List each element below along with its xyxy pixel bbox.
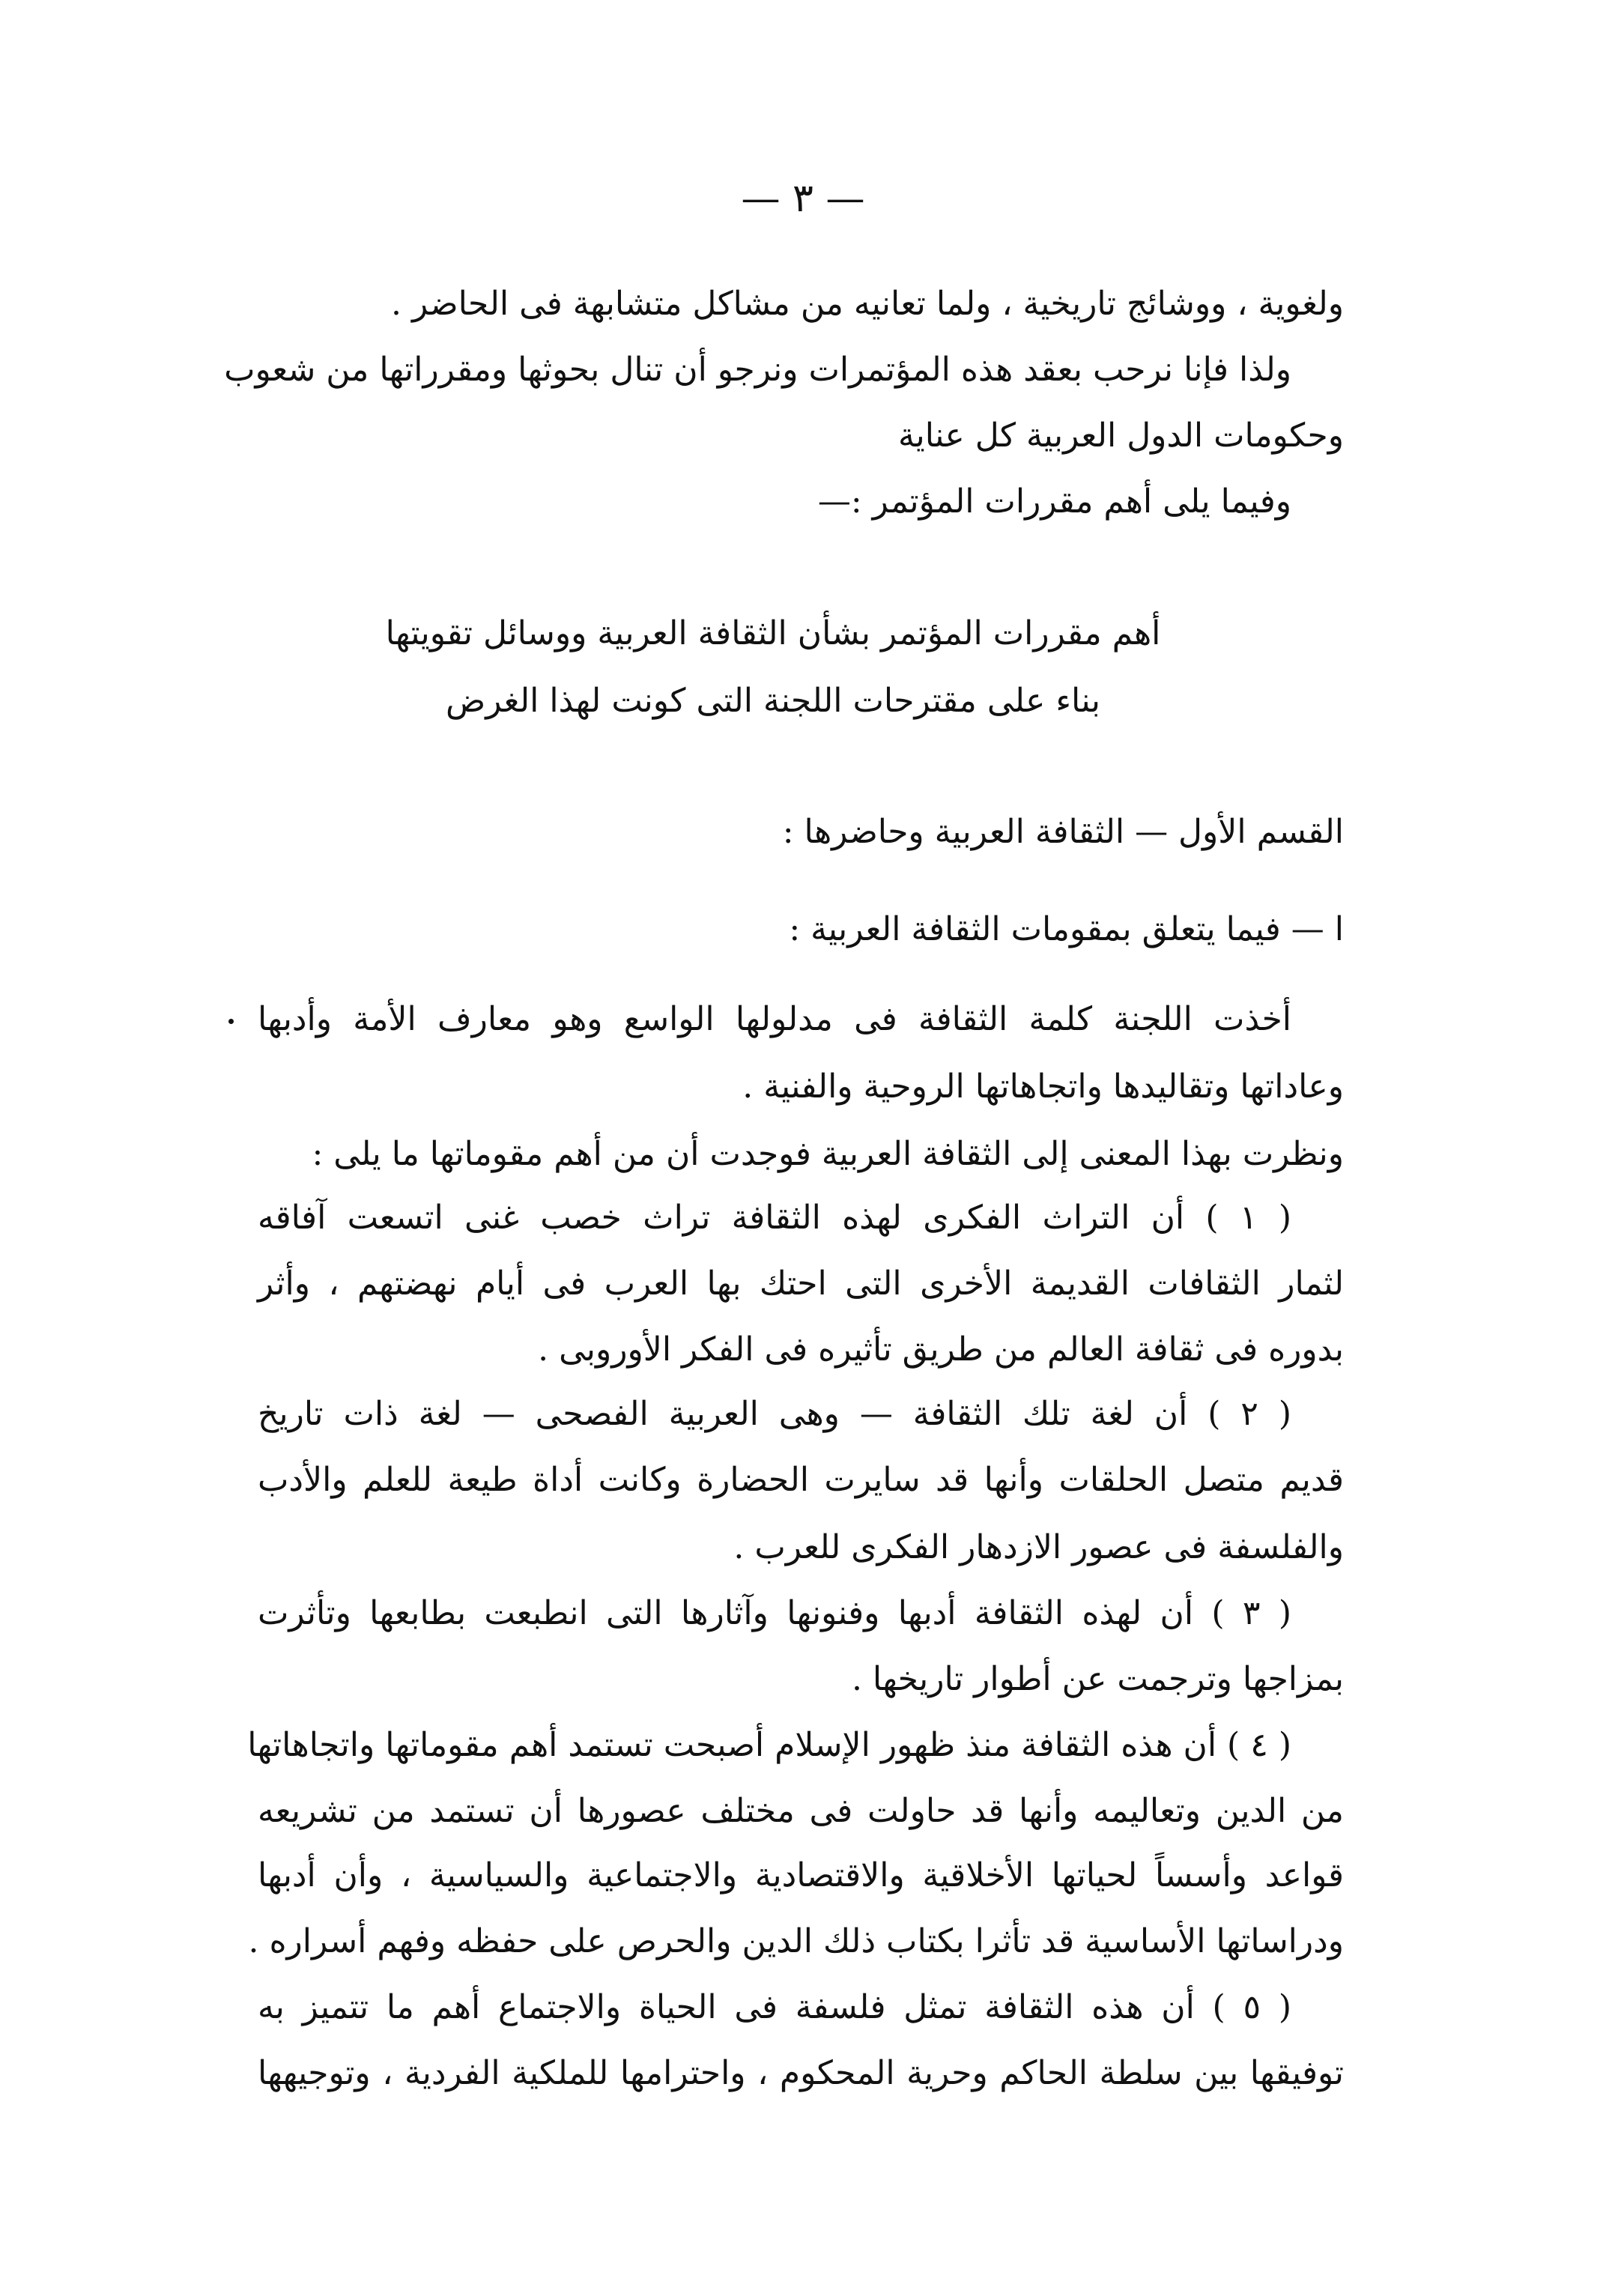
body-line-17: توفيقها بين سلطة الحاكم وحرية المحكوم ، واحترامها للملكية الفردية ، وتوجيهها — [258, 2054, 1344, 2092]
body-line-3: ونظرت بهذا المعنى إلى الثقافة العربية فوجدت أن من أهم مقوماتها ما يلى : — [312, 1135, 1344, 1173]
section-title: القسم الأول — الثقافة العربية وحاضرها : — [782, 813, 1344, 851]
page-number: — ٣ — — [741, 176, 865, 221]
intro-line-1: ولغوية ، ووشائج تاريخية ، ولما تعانيه من مشاكل متشابهة فى الحاضر . — [391, 285, 1344, 323]
body-line-13: من الدين وتعاليمه وأنها قد حاولت فى مختلف عصورها أن تستمد من تشريعه — [258, 1792, 1344, 1830]
body-line-1: أخذت اللجنة كلمة الثقافة فى مدلولها الواسع وهو معارف الأمة وأدبها — [258, 1000, 1291, 1038]
intro-line-4: وفيما يلى أهم مقررات المؤتمر :— — [817, 482, 1291, 521]
body-line-10: ( ٣ ) أن لهذه الثقافة أدبها وفنونها وآثارها التى انطبعت بطابعها وتأثرت — [258, 1594, 1291, 1632]
body-line-15: ودراساتها الأساسية قد تأثرا بكتاب ذلك الدين والحرص على حفظه وفهم أسراره . — [248, 1922, 1344, 1960]
subsection-title: ا — فيما يتعلق بمقومات الثقافة العربية : — [789, 910, 1344, 948]
margin-dot — [228, 1019, 234, 1024]
body-line-16: ( ٥ ) أن هذه الثقافة تمثل فلسفة فى الحياة والاجتماع أهم ما تتميز به — [258, 1988, 1291, 2026]
body-line-11: بمزاجها وترجمت عن أطوار تاريخها . — [851, 1660, 1344, 1698]
body-line-12: ( ٤ ) أن هذه الثقافة منذ ظهور الإسلام أصبحت تستمد أهم مقوماتها واتجاهاتها — [247, 1726, 1291, 1764]
body-line-8: قديم متصل الحلقات وأنها قد سايرت الحضارة وكانت أداة طيعة للعلم والأدب — [258, 1461, 1344, 1499]
body-line-2: وعاداتها وتقاليدها واتجاهاتها الروحية والفنية . — [742, 1067, 1344, 1106]
heading-line-1: أهم مقررات المؤتمر بشأن الثقافة العربية ووسائل تقويتها — [385, 614, 1161, 652]
intro-line-2: ولذا فإنا نرحب بعقد هذه المؤتمرات ونرجو أن تنال بحوثها ومقرراتها من شعوب — [224, 351, 1291, 389]
body-line-14: قواعد وأسساً لحياتها الأخلاقية والاقتصادية والاجتماعية والسياسية ، وأن أدبها — [258, 1856, 1344, 1894]
body-line-5: لثمار الثقافات القديمة الأخرى التى احتك بها العرب فى أيام نهضتهم ، وأثر — [258, 1264, 1344, 1303]
body-line-4: ( ١ ) أن التراث الفكرى لهذه الثقافة تراث خصب غنى اتسعت آفاقه — [258, 1199, 1291, 1237]
body-line-6: بدوره فى ثقافة العالم من طريق تأثيره فى الفكر الأوروبى . — [538, 1330, 1344, 1369]
body-line-9: والفلسفة فى عصور الازدهار الفكرى للعرب . — [733, 1528, 1344, 1566]
heading-line-2: بناء على مقترحات اللجنة التى كونت لهذا الغرض — [446, 682, 1100, 720]
body-line-7: ( ٢ ) أن لغة تلك الثقافة — وهى العربية الفصحى — لغة ذات تاريخ — [258, 1395, 1292, 1433]
intro-line-3: وحكومات الدول العربية كل عناية — [897, 417, 1344, 455]
